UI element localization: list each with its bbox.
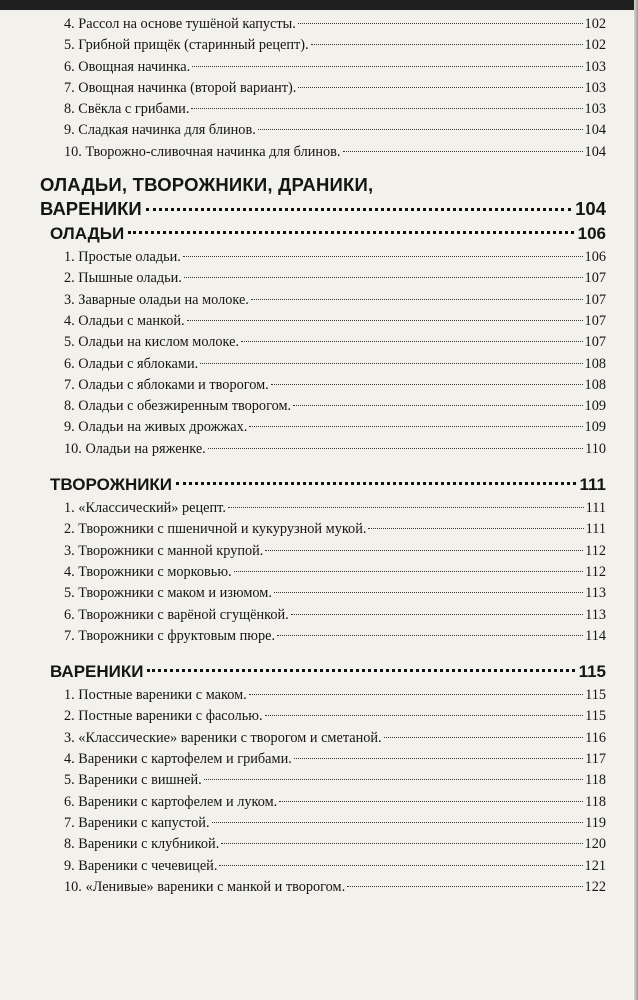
toc-entry-title: 1. «Классический» рецепт. xyxy=(64,500,226,517)
subsection-page: 106 xyxy=(577,224,606,244)
toc-entry-page: 107 xyxy=(584,312,606,329)
toc-entry-title: 7. Вареники с капустой. xyxy=(64,814,210,831)
dot-leader xyxy=(274,592,583,593)
subsection-page: 111 xyxy=(579,475,606,495)
toc-entry-title: 6. Творожники с варёной сгущёнкой. xyxy=(64,606,289,623)
toc-entry xyxy=(40,583,606,604)
toc-entry-title: 6. Оладьи с яблоками. xyxy=(64,355,199,372)
toc-entry-page: 103 xyxy=(584,101,606,118)
toc-entry xyxy=(40,332,606,353)
dot-leader xyxy=(294,758,583,759)
toc-entry-page: 120 xyxy=(584,836,606,853)
toc-entry xyxy=(40,685,606,706)
dot-leader xyxy=(183,256,583,257)
toc-entry-page: 110 xyxy=(585,440,606,457)
toc-entry xyxy=(40,290,606,311)
toc-entry-page: 113 xyxy=(585,585,606,602)
toc-entry xyxy=(40,375,606,396)
toc-entry-title: 3. Творожники с манной крупой. xyxy=(64,542,264,559)
toc-entry-title: 8. Вареники с клубникой. xyxy=(64,836,220,853)
section-page: 104 xyxy=(575,198,606,220)
toc-entry-page: 109 xyxy=(584,419,606,436)
section-title-line1: ОЛАДЬИ, ТВОРОЖНИКИ, ДРАНИКИ, xyxy=(40,174,374,196)
dot-leader xyxy=(228,507,584,508)
toc-entry-page: 115 xyxy=(585,708,606,725)
toc-entry-page: 103 xyxy=(584,79,606,96)
subsection-title: ВАРЕНИКИ xyxy=(50,662,144,682)
section-heading xyxy=(40,173,606,221)
subsection-heading-vareniki xyxy=(40,659,606,685)
toc-entry xyxy=(40,562,606,583)
dot-leader xyxy=(271,384,583,385)
toc-entry-title: 7. Творожники с фруктовым пюре. xyxy=(64,627,276,644)
dot-leader xyxy=(347,886,582,887)
dot-leader xyxy=(128,231,573,234)
dot-leader xyxy=(146,208,571,211)
dot-leader xyxy=(311,44,583,45)
toc-entry xyxy=(40,142,606,163)
dot-leader xyxy=(293,405,582,406)
toc-entry xyxy=(40,856,606,877)
toc-entry-title: 9. Вареники с чечевицей. xyxy=(64,857,218,874)
toc-entry-page: 107 xyxy=(584,334,606,351)
toc-entry xyxy=(40,396,606,417)
dot-leader xyxy=(291,614,583,615)
toc-entry xyxy=(40,311,606,332)
toc-entry-title: 2. Творожники с пшеничной и кукурузной мукой. xyxy=(64,521,367,538)
toc-entry-page: 107 xyxy=(584,270,606,287)
subsection-page: 115 xyxy=(578,662,606,682)
toc-entry-page: 121 xyxy=(584,857,606,874)
toc-entry-title: 4. Вареники с картофелем и грибами. xyxy=(64,751,292,768)
toc-entry-page: 113 xyxy=(585,606,606,623)
page-top-edge xyxy=(0,0,638,10)
toc-entry-page: 106 xyxy=(584,249,606,266)
toc-entry xyxy=(40,626,606,647)
toc-entry-title: 9. Сладкая начинка для блинов. xyxy=(64,122,256,139)
toc-entry-page: 118 xyxy=(585,772,606,789)
toc-entry-page: 107 xyxy=(584,291,606,308)
dot-leader xyxy=(176,482,575,485)
toc-entry-title: 4. Творожники с морковью. xyxy=(64,563,232,580)
toc-list-oladyi xyxy=(40,247,606,460)
toc-entry-title: 5. Творожники с маком и изюмом. xyxy=(64,585,272,602)
toc-entry-page: 115 xyxy=(585,687,606,704)
toc-entry-page: 104 xyxy=(584,122,606,139)
toc-entry xyxy=(40,247,606,268)
toc-list-continued xyxy=(40,14,606,163)
toc-entry xyxy=(40,498,606,519)
dot-leader xyxy=(212,822,584,823)
dot-leader xyxy=(187,320,583,321)
dot-leader xyxy=(265,715,584,716)
toc-entry-page: 112 xyxy=(585,563,606,580)
toc-entry-page: 112 xyxy=(585,542,606,559)
dot-leader xyxy=(298,23,583,24)
toc-entry-page: 117 xyxy=(585,751,606,768)
toc-entry xyxy=(40,706,606,727)
toc-entry-title: 3. Заварные оладьи на молоке. xyxy=(64,291,249,308)
dot-leader xyxy=(221,843,582,844)
toc-entry xyxy=(40,439,606,460)
toc-entry-title: 2. Постные вареники с фасолью. xyxy=(64,708,263,725)
toc-entry-title: 8. Оладьи с обезжиренным творогом. xyxy=(64,398,292,415)
dot-leader xyxy=(343,151,583,152)
dot-leader xyxy=(184,277,583,278)
toc-entry-title: 5. Грибной прищёк (старинный рецепт). xyxy=(64,37,309,54)
toc-entry xyxy=(40,354,606,375)
toc-entry xyxy=(40,834,606,855)
toc-entry-title: 4. Оладьи с манкой. xyxy=(64,312,185,329)
toc-entry-page: 108 xyxy=(584,355,606,372)
toc-entry xyxy=(40,78,606,99)
toc-entry-title: 10. «Ленивые» вареники с манкой и творогом. xyxy=(64,878,346,895)
toc-entry-title: 5. Вареники с вишней. xyxy=(64,772,202,789)
toc-entry-title: 7. Овощная начинка (второй вариант). xyxy=(64,79,297,96)
toc-entry-page: 116 xyxy=(585,729,606,746)
dot-leader xyxy=(265,550,583,551)
dot-leader xyxy=(258,129,583,130)
toc-entry xyxy=(40,813,606,834)
toc-entry-page: 119 xyxy=(585,814,606,831)
toc-entry-title: 2. Пышные оладьи. xyxy=(64,270,182,287)
toc-entry xyxy=(40,792,606,813)
toc-entry xyxy=(40,57,606,78)
dot-leader xyxy=(234,571,584,572)
toc-entry-page: 109 xyxy=(584,398,606,415)
toc-entry-page: 114 xyxy=(585,627,606,644)
subsection-title: ОЛАДЬИ xyxy=(50,224,125,244)
dot-leader xyxy=(219,865,582,866)
dot-leader xyxy=(249,426,582,427)
toc-entry-title: 4. Рассол на основе тушёной капусты. xyxy=(64,16,296,32)
section-title-text: ВАРЕНИКИ xyxy=(40,198,142,220)
toc-entry-title: 10. Оладьи на ряженке. xyxy=(64,440,206,457)
toc-entry-title: 7. Оладьи с яблоками и творогом. xyxy=(64,376,269,393)
toc-entry-page: 108 xyxy=(584,376,606,393)
dot-leader xyxy=(241,341,582,342)
toc-entry xyxy=(40,877,606,898)
page-right-edge xyxy=(634,0,638,1000)
toc-list-tvorozhniki xyxy=(40,498,606,647)
toc-entry xyxy=(40,417,606,438)
subsection-title: ТВОРОЖНИКИ xyxy=(50,475,173,495)
dot-leader xyxy=(208,448,583,449)
toc-entry-title: 6. Овощная начинка. xyxy=(64,58,191,75)
toc-entry xyxy=(40,120,606,141)
toc-entry-title: 1. Простые оладьи. xyxy=(64,249,181,266)
toc-entry-page: 102 xyxy=(584,37,606,54)
toc-entry xyxy=(40,519,606,540)
toc-entry-page: 122 xyxy=(584,878,606,895)
table-of-contents xyxy=(40,14,606,898)
dot-leader xyxy=(192,66,582,67)
toc-entry xyxy=(40,14,606,35)
toc-entry-title: 1. Постные вареники с маком. xyxy=(64,687,247,704)
toc-entry xyxy=(40,35,606,56)
toc-entry xyxy=(40,749,606,770)
toc-entry xyxy=(40,770,606,791)
toc-entry xyxy=(40,268,606,289)
subsection-heading-oladyi xyxy=(40,221,606,247)
dot-leader xyxy=(277,635,583,636)
subsection-heading-tvorozhniki xyxy=(40,472,606,498)
dot-leader xyxy=(191,108,582,109)
toc-entry-title: 8. Свёкла с грибами. xyxy=(64,101,190,118)
dot-leader xyxy=(368,528,583,529)
dot-leader xyxy=(384,737,583,738)
toc-entry-title: 6. Вареники с картофелем и луком. xyxy=(64,793,278,810)
toc-entry xyxy=(40,605,606,626)
dot-leader xyxy=(147,669,574,672)
toc-entry-page: 103 xyxy=(584,58,606,75)
dot-leader xyxy=(200,363,582,364)
dot-leader xyxy=(251,299,583,300)
toc-entry-page: 104 xyxy=(584,143,606,160)
toc-entry-page: 111 xyxy=(585,521,606,538)
toc-entry-page: 118 xyxy=(585,793,606,810)
toc-entry-title: 9. Оладьи на живых дрожжах. xyxy=(64,419,248,436)
toc-entry-title: 10. Творожно-сливочная начинка для блинов. xyxy=(64,143,341,160)
section-title-line2 xyxy=(40,197,606,221)
dot-leader xyxy=(249,694,583,695)
toc-entry xyxy=(40,541,606,562)
toc-entry-page: 111 xyxy=(585,500,606,517)
dot-leader xyxy=(298,87,582,88)
toc-list-vareniki xyxy=(40,685,606,898)
toc-entry-title: 3. «Классические» вареники с творогом и сметаной. xyxy=(64,729,382,746)
toc-entry xyxy=(40,99,606,120)
toc-entry xyxy=(40,728,606,749)
dot-leader xyxy=(204,779,583,780)
dot-leader xyxy=(279,801,583,802)
toc-entry-page: 102 xyxy=(584,16,606,32)
toc-entry-title: 5. Оладьи на кислом молоке. xyxy=(64,334,240,351)
